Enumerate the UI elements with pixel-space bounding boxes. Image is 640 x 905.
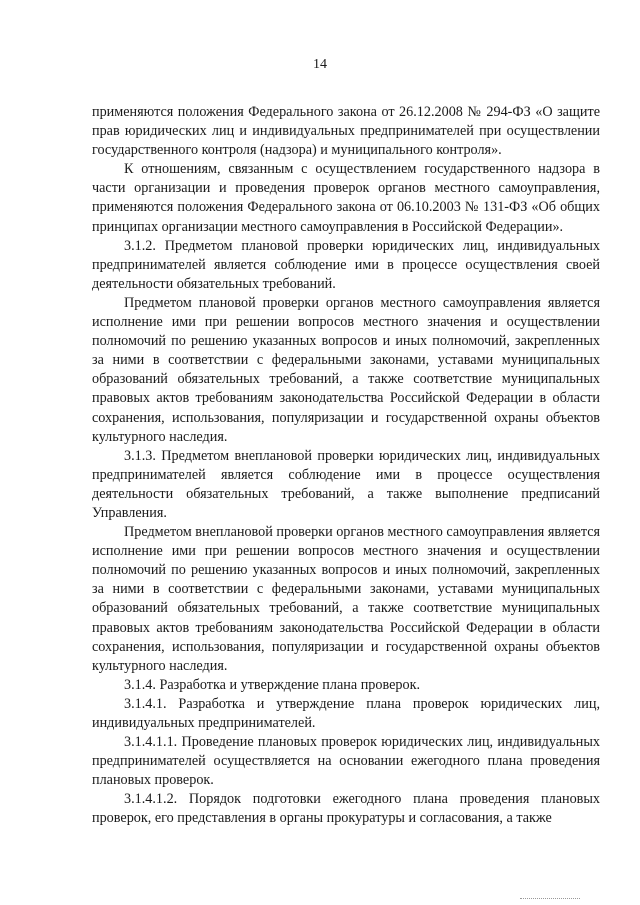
page-number: 14 [313, 57, 327, 72]
document-body [92, 103, 600, 829]
paragraph-planned-inspection-subject: Предметом плановой проверки органов местного самоуправления является исполнение ими при решении вопросов местного значения и осуществлении полномочий по решению указанных вопросов и иных полномочий, закрепленных за ними в соответствии с федеральными законами, уставами муниципальных образований обязательных требований, а также соответствие муниципальных правовых актов требованиям законодательства Российской Федерации в области сохранения, использования, популяризации и государственной охраны объектов культурного наследия. [92, 294, 600, 445]
paragraph-3-1-4: 3.1.4. Разработка и утверждение плана проверок. [124, 676, 421, 693]
paragraph-3-1-4-1: 3.1.4.1. Разработка и утверждение плана проверок юридических лиц, индивидуальных предпринимателей. [92, 695, 600, 731]
paragraph-municipal-relations: К отношениям, связанным с осуществлением государственного надзора в части организации и проведения проверок органов местного самоуправления, применяются положения Федерального закона от 06.10.2003 № 131-ФЗ «Об общих принципах организации местного самоуправления в Российской Федерации». [92, 161, 600, 235]
paragraph-3-1-3: 3.1.3. Предметом внеплановой проверки юридических лиц, индивидуальных предпринимателей является соблюдение ими в процессе осуществления деятельности обязательных требований, а также выполнение предписаний Управления. [92, 447, 600, 521]
paragraph-3-1-4-1-1: 3.1.4.1.1. Проведение плановых проверок юридических лиц, индивидуальных предпринимателей осуществляется на основании ежегодного плана проведения плановых проверок. [92, 734, 600, 789]
paragraph-3-1-2: 3.1.2. Предметом плановой проверки юридических лиц, индивидуальных предпринимателей является соблюдение ими в процессе осуществления своей деятельности обязательных требований. [92, 237, 600, 292]
paragraph-3-1-4-1-2: 3.1.4.1.2. Порядок подготовки ежегодного плана проведения плановых проверок, его представления в органы прокуратуры и согласования, а также [92, 791, 600, 827]
paragraph-continuation: применяются положения Федерального закона от 26.12.2008 № 294-ФЗ «О защите прав юридических лиц и индивидуальных предпринимателей при осуществлении государственного контроля (надзора) и муниципального контроля». [92, 104, 600, 159]
scan-artifact [520, 897, 580, 899]
paragraph-unplanned-inspection-subject: Предметом внеплановой проверки органов местного самоуправления является исполнение ими при решении вопросов местного значения и осуществлении полномочий по решению указанных вопросов и иных полномочий, закрепленных за ними в соответствии с федеральными законами, уставами муниципальных образований обязательных требований, а также соответствие муниципальных правовых актов требованиям законодательства Российской Федерации в области сохранения, использования, популяризации и государственной охраны объектов культурного наследия. [92, 524, 601, 674]
